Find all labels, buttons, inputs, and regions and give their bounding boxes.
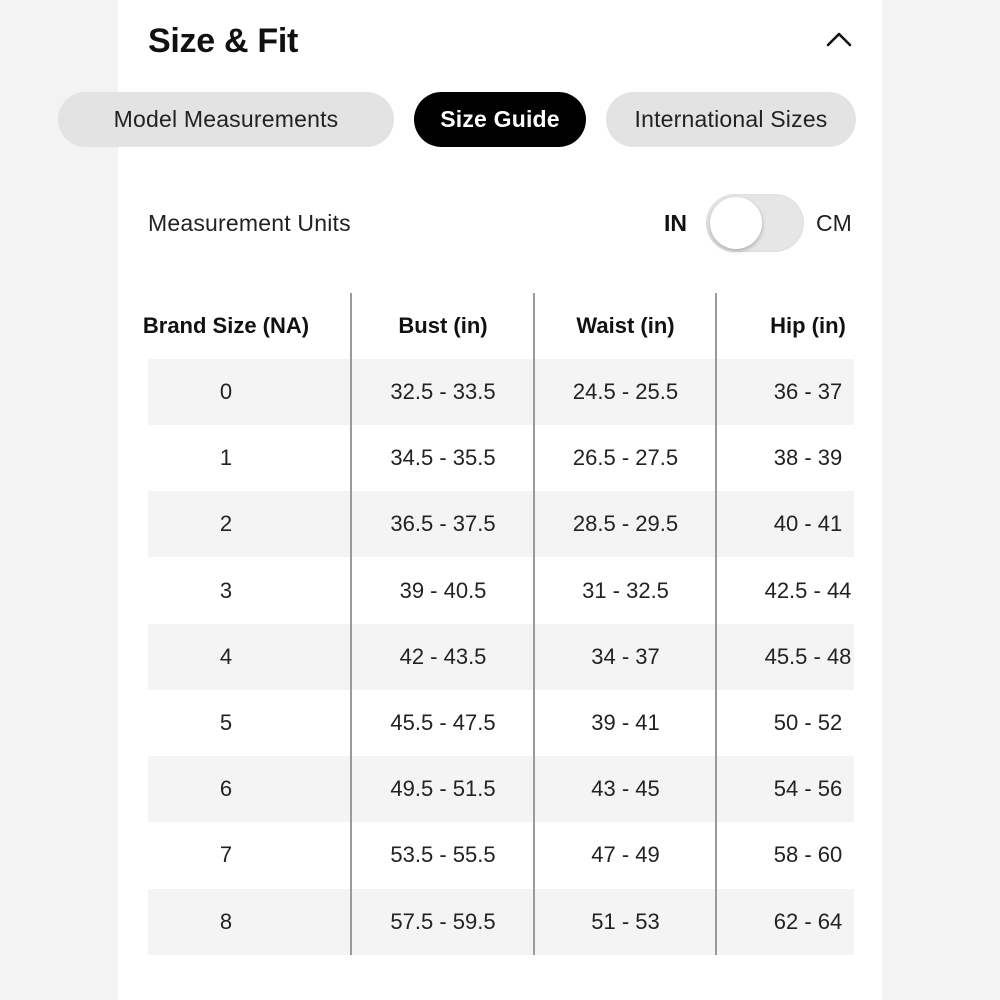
cell-bust: 57.5 - 59.5 <box>390 908 496 934</box>
table-row <box>148 822 854 888</box>
cell-bust: 36.5 - 37.5 <box>390 511 496 537</box>
table-row <box>148 558 854 624</box>
cell-brand-size: 2 <box>219 511 233 537</box>
tab-label: International Sizes <box>634 106 828 132</box>
chevron-up-icon <box>826 31 852 47</box>
cell-brand-size: 7 <box>219 842 233 868</box>
cell-bust: 34.5 - 35.5 <box>390 445 496 471</box>
table-row <box>148 889 854 955</box>
unit-toggle[interactable] <box>706 194 804 252</box>
cell-hip: 40 - 41 <box>773 511 843 537</box>
cell-hip: 38 - 39 <box>773 445 843 471</box>
cell-hip: 58 - 60 <box>773 842 843 868</box>
tab-international-sizes[interactable] <box>606 92 856 147</box>
table-row <box>148 425 854 491</box>
cell-waist: 34 - 37 <box>591 643 660 669</box>
tab-bar <box>113 90 854 150</box>
cell-brand-size: 5 <box>219 710 233 735</box>
tab-label: Model Measurements <box>113 106 339 132</box>
cell-waist: 26.5 - 27.5 <box>572 445 679 471</box>
tab-size-guide[interactable] <box>414 92 586 147</box>
column-divider <box>350 293 352 955</box>
cell-brand-size: 0 <box>219 379 233 404</box>
cell-brand-size: 6 <box>219 776 233 802</box>
cell-bust: 49.5 - 51.5 <box>390 776 496 802</box>
header-hip: Hip (in) <box>770 313 846 338</box>
cell-waist: 51 - 53 <box>591 908 660 934</box>
cell-waist: 39 - 41 <box>591 710 660 735</box>
column-divider <box>715 293 717 955</box>
unit-cm-label[interactable]: CM <box>816 210 852 236</box>
cell-brand-size: 8 <box>219 908 233 934</box>
cell-hip: 42.5 - 44 <box>764 577 852 603</box>
measurement-units-label: Measurement Units <box>148 210 351 236</box>
table-row <box>148 624 854 690</box>
table-row <box>148 359 854 425</box>
cell-waist: 31 - 32.5 <box>582 577 669 603</box>
measurement-units-row <box>148 190 854 260</box>
cell-hip: 45.5 - 48 <box>764 643 852 669</box>
cell-hip: 62 - 64 <box>773 908 843 934</box>
cell-brand-size: 4 <box>219 643 233 669</box>
size-fit-header[interactable] <box>148 14 854 70</box>
cell-hip: 54 - 56 <box>773 776 843 802</box>
header-waist: Waist (in) <box>576 313 675 338</box>
collapse-button[interactable] <box>824 24 854 54</box>
unit-in-label[interactable]: IN <box>664 210 687 236</box>
tab-label: Size Guide <box>440 106 560 132</box>
table-row <box>148 690 854 756</box>
size-guide-table <box>142 293 854 955</box>
cell-brand-size: 1 <box>219 445 233 471</box>
cell-brand-size: 3 <box>219 577 233 603</box>
cell-hip: 36 - 37 <box>773 379 843 404</box>
cell-waist: 24.5 - 25.5 <box>572 379 679 404</box>
table-row <box>148 491 854 557</box>
cell-bust: 45.5 - 47.5 <box>390 710 496 735</box>
tab-model-measurements[interactable] <box>58 92 394 147</box>
cell-waist: 47 - 49 <box>591 842 660 868</box>
toggle-knob <box>710 197 762 249</box>
header-bust: Bust (in) <box>398 313 488 338</box>
cell-hip: 50 - 52 <box>773 710 843 735</box>
cell-bust: 39 - 40.5 <box>399 577 487 603</box>
cell-waist: 28.5 - 29.5 <box>572 511 679 537</box>
cell-waist: 43 - 45 <box>591 776 660 802</box>
table-row <box>148 756 854 822</box>
section-title: Size & Fit <box>148 22 299 60</box>
header-brand-size: Brand Size (NA) <box>142 313 310 338</box>
column-divider <box>533 293 535 955</box>
cell-bust: 53.5 - 55.5 <box>390 842 496 868</box>
table-header-row <box>142 293 854 359</box>
cell-bust: 32.5 - 33.5 <box>390 379 496 404</box>
cell-bust: 42 - 43.5 <box>399 643 487 669</box>
